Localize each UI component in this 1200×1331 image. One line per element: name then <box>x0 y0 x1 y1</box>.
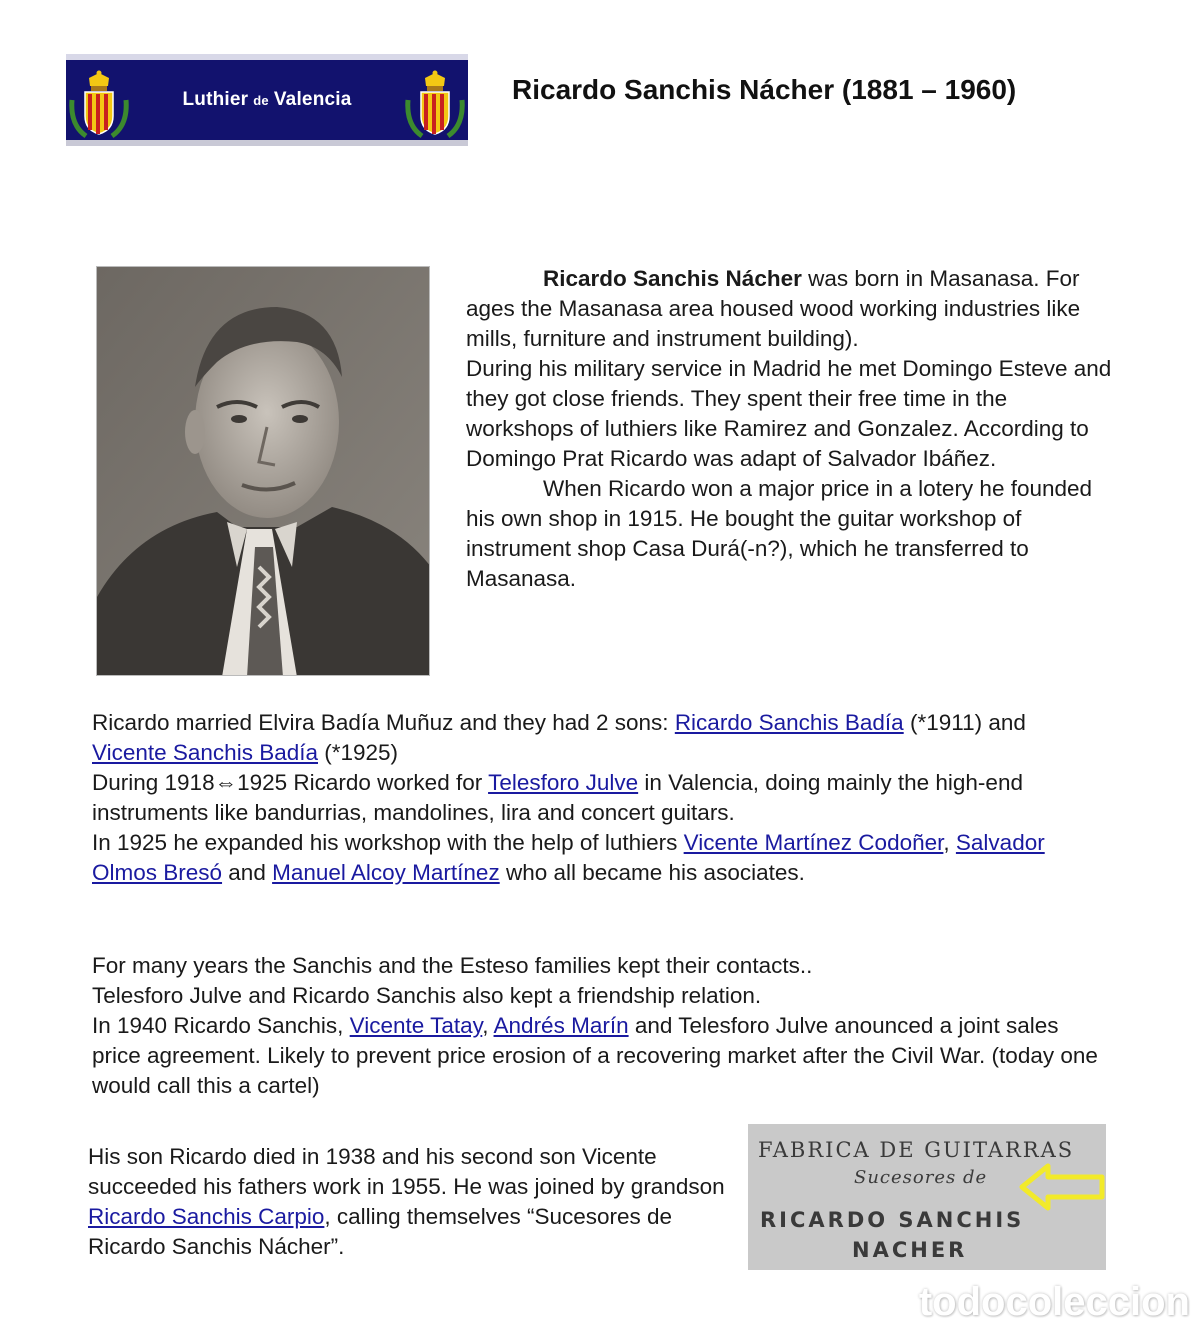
family-text: in Valencia, doing mainly the high-end instruments like bandurrias, mandolines, lira and concert guitars. <box>92 770 1023 825</box>
brand-main: Luthier <box>182 89 249 110</box>
family-text: (*1911) and <box>903 710 1026 735</box>
family-text: In 1925 he expanded his workshop with the help of luthiers <box>92 830 684 855</box>
watermark: todocoleccion <box>918 1280 1190 1324</box>
link-salvador-olmos-breso[interactable]: Salvador Olmos Bresó <box>92 830 1045 885</box>
bio-paragraph-2: During his military service in Madrid he met Domingo Esteve and they got close friends. They spent their free time in the workshops of luthiers like Ramirez and Gonzalez. According to Domingo Prat Ricardo was adapt of Salvador Ibáñez. <box>466 356 1112 471</box>
label-line-2: Sucesores de <box>854 1167 988 1188</box>
relations-text: , <box>482 1013 494 1038</box>
workshop-label-image <box>748 1124 1106 1270</box>
link-telesforo-julve[interactable]: Telesforo Julve <box>488 770 639 795</box>
succession-section <box>88 1142 728 1262</box>
valencia-coat-of-arms-icon <box>66 70 132 140</box>
link-vicente-tatay[interactable]: Vicente Tatay <box>349 1013 483 1038</box>
label-line-4: NACHER <box>852 1238 968 1262</box>
arrow-left-icon <box>1018 1162 1106 1212</box>
portrait-photo <box>96 266 430 676</box>
bio-paragraph-3: When Ricardo won a major price in a lotery he founded his own shop in 1915. He bought the guitar workshop of instrument shop Casa Durá(-n?), which he transferred to Masanasa. <box>466 476 1093 591</box>
link-ricardo-sanchis-badia[interactable]: Ricardo Sanchis Badía <box>674 710 904 735</box>
relations-text: and Telesforo Julve anounced a joint sales price agreement. Likely to prevent price erosion of a recovering market after the Civil War. (today one would call this a cartel) <box>92 1013 1098 1098</box>
relations-section <box>92 951 1102 1101</box>
site-banner <box>66 54 468 146</box>
link-andres-marin[interactable]: Andrés Marín <box>493 1013 629 1038</box>
link-manuel-alcoy-martinez[interactable]: Manuel Alcoy Martínez <box>272 860 500 885</box>
family-text: and <box>222 860 273 885</box>
family-section <box>92 708 1102 888</box>
family-text: , <box>943 830 956 855</box>
family-text: who all became his asociates. <box>499 860 805 885</box>
portrait-illustration <box>97 267 430 676</box>
family-text: (*1925) <box>318 740 399 765</box>
brand-small: de <box>253 92 269 108</box>
bio-paragraph-1: was born in Masanasa. For ages the Masanasa area housed wood working industries like mills, furniture and instrument building). <box>466 266 1081 351</box>
page-title: Ricardo Sanchis Nácher (1881 – 1960) <box>512 74 1017 105</box>
family-text: Ricardo married Elvira Badía Muñuz and they had 2 sons: <box>92 710 675 735</box>
succession-text: , calling themselves “Sucesores de Ricardo Sanchis Nácher”. <box>88 1204 673 1259</box>
subject-name: Ricardo Sanchis Nácher <box>543 266 802 291</box>
link-ricardo-sanchis-carpio[interactable]: Ricardo Sanchis Carpio <box>88 1204 325 1229</box>
link-vicente-sanchis-badia[interactable]: Vicente Sanchis Badía <box>92 740 318 765</box>
relations-line-1: For many years the Sanchis and the Esteso families kept their contacts.. <box>92 953 813 978</box>
site-brand[interactable] <box>136 60 398 140</box>
label-line-3: RICARDO SANCHIS <box>760 1208 1025 1232</box>
relations-text: In 1940 Ricardo Sanchis, <box>92 1013 350 1038</box>
link-vicente-martinez-codoner[interactable]: Vicente Martínez Codoñer <box>683 830 944 855</box>
relations-line-2: Telesforo Julve and Ricardo Sanchis also kept a friendship relation. <box>92 983 762 1008</box>
valencia-coat-of-arms-icon <box>402 70 468 140</box>
brand-city: Valencia <box>273 89 352 110</box>
succession-text: His son Ricardo died in 1938 and his second son Vicente succeeded his fathers work in 1955. He was joined by grandson <box>88 1144 725 1199</box>
family-text: During 1918⇔1925 Ricardo worked for <box>92 770 489 795</box>
biography-text <box>466 264 1116 594</box>
label-line-1: FABRICA DE GUITARRAS <box>758 1138 1075 1162</box>
